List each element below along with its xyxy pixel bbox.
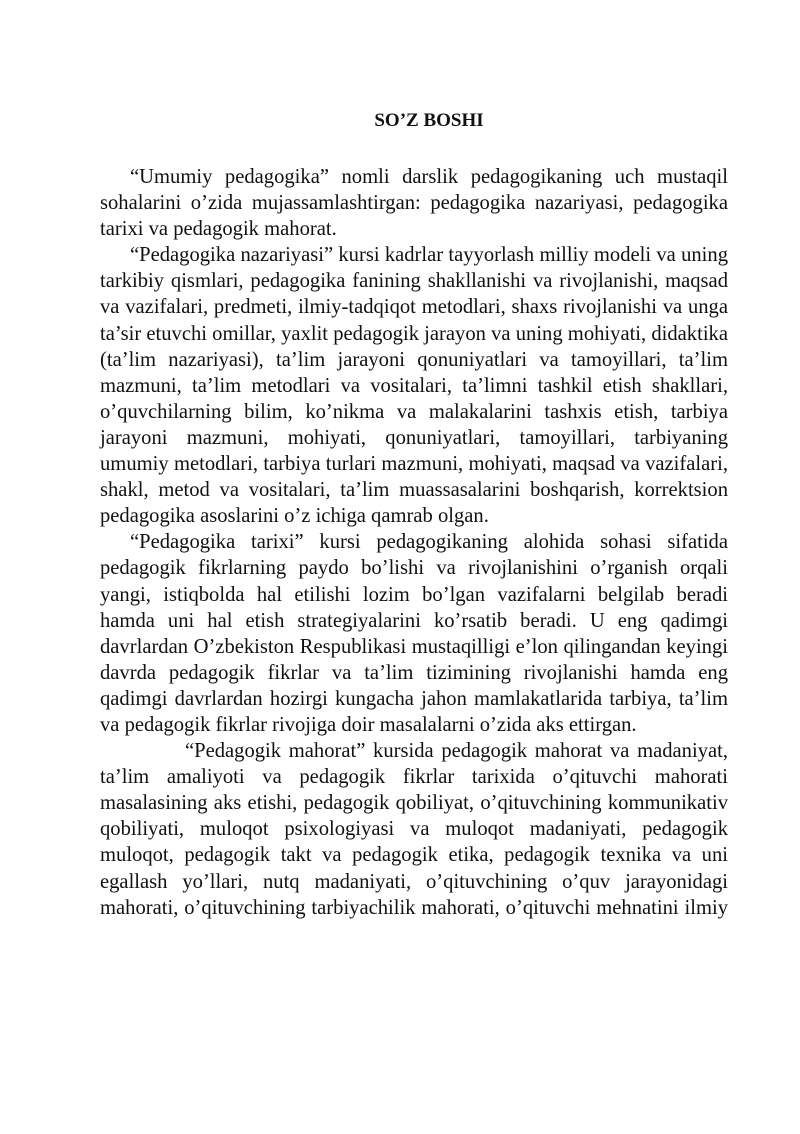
page-title: SO’Z BOSHI	[374, 110, 484, 131]
paragraph-pedagogy-theory: “Pedagogika nazariyasi” kursi kadrlar tayyorlash milliy modeli va uning tarkibiy qismlari, pedagogika fanining shakllanishi va rivojlanishi, maqsad va vazifalari, predmeti, ilmiy-tadqiqot metodlari, shaxs rivojlanishi va unga ta’sir etuvchi omillar, yaxlit pedagogik jarayon va uning mohiyati, didaktika (ta’lim nazariyasi), ta’lim jarayoni qonuniyatlari va tamoyillari, ta’lim mazmuni, ta’lim metodlari va vositalari, ta’limni tashkil etish shakllari, o’quvchilarning bilim, ko’nikma va malakalarini tashxis etish, tarbiya jarayoni mazmuni, mohiyati, qonuniyatlari, tamoyillari, tarbiyaning umumiy metodlari, tarbiya turlari mazmuni, mohiyati, maqsad va vazifalari, shakl, metod va vositalari, ta’lim muassasalarini boshqarish, korrektsion pedagogika asoslarini o’z ichiga qamrab olgan.	[100, 244, 728, 528]
document-page	[100, 108, 728, 921]
paragraph-pedagogy-history: “Pedagogika tarixi” kursi pedagogikaning alohida sohasi sifatida pedagogik fikrlarning paydo bo’lishi va rivojlanishini o’rganish orqali yangi, istiqbolda hal etilishi lozim bo’lgan vazifalarni belgilab beradi hamda uni hal etish strategiyalarini ko’rsatib beradi. U eng qadimgi davrlardan O’zbekiston Respublikasi mustaqilligi e’lon qilingandan keyingi davrda pedagogik fikrlar va ta’lim tizimining rivojlanishi hamda eng qadimgi davrlardan hozirgi kungacha jahon mamlakatlarida tarbiya, ta’lim va pedagogik fikrlar rivojiga doir masalalarni o’zida aks ettirgan.	[100, 531, 728, 736]
paragraph-intro: “Umumiy pedagogika” nomli darslik pedagogikaning uch mustaqil sohalarini o’zida mujassamlashtirgan: pedagogika nazariyasi, pedagogika tarixi va pedagogik mahorat.	[100, 166, 728, 241]
paragraph-pedagogical-skill: “Pedagogik mahorat” kursida pedagogik mahorat va madaniyat, ta’lim amaliyoti va pedagogik fikrlar tarixida o’qituvchi mahorati masalasining aks etishi, pedagogik qobiliyat, o’qituvchining kommunikativ qobiliyati, muloqot psixologiyasi va muloqot madaniyati, pedagogik muloqot, pedagogik takt va pedagogik etika, pedagogik texnika va uni egallash yo’llari, nutq madaniyati, o’qituvchining o’quv jarayonidagi mahorati, o’qituvchining tarbiyachilik mahorati, o’qituvchi mehnatini ilmiy	[100, 740, 728, 919]
